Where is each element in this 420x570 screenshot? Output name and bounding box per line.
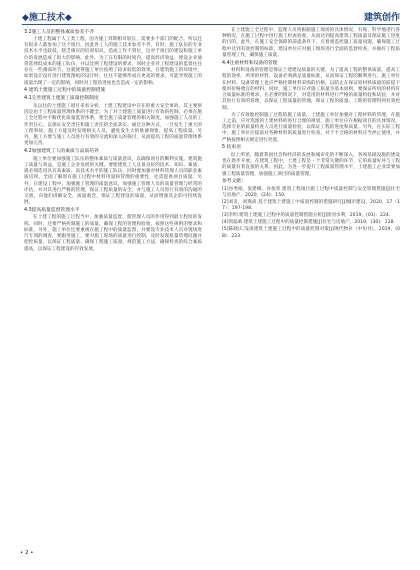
- paragraph: 综上所述，随着我国社会和经济的发展和城市化的不断深入，各项基础设施的建设也在逐步开展。在建筑工程中，土建工程是一个非常关键的环节，它的质量好坏与工程的质量有着直接的关系。因此，为进一步提升工程质量管理水平，土建施工企业需要加强工程质量管理，加强施工项目的质量管理。: [222, 152, 400, 177]
- subheading-3-2: 3.2施工人员的整体素质参差不齐: [24, 29, 94, 35]
- paragraph: 土建工程属于人工类工程，因为施工周期相对较长，需要多个部门的配合，所以还有很多人都参加了这个项目，因此各工人的施工技术参差不齐，有时，施工队伍的专业技术水平也较低，缺乏相应的培训知识，造成工作不到位，这对于项目的建设和施工单位的发展造成了很大的影响。此外，为了在有限的时间内，提高经济效益，建设企业通常选择低成本的施工队伍，并以比例工程建设的要求，同时企业对工程建设的监督往往存在一些薄弱环节，这就使得施工单位按照了较多较低的效果。在建筑施工的环境中，如果设计没有进行建筑图纸的设计时，往往不能够形成在更高的要求，可能导致施工的质量出现了一定的影响，同时对工程的进度也会造成一定的影响。: [24, 37, 202, 86]
- reference-item: [3]李明.建筑土建施工过程中的质量控制措施分析[J]黑河水利，2019，(01)：224.: [222, 213, 391, 219]
- page-header: [22, 10, 400, 25]
- header-section-label: ◆施工技术◆: [22, 13, 72, 23]
- subheading-4-4: 4.4注重材料和设备的管理: [222, 60, 278, 66]
- paragraph: 在土建工程的施工过程当中，加强质量监督，使管理人员的作用得到最大程度的发挥。同时，还要严格控制施工的质量，确保工程的管理和验收，按照这些规则的要求和标准，另外，施工单位还要重视在施工程中的质量监督，并要设专业技术人员对现场进行专项的调查，要跟进施工，要对施工现场的质量进行控制，及时发现质量管理问题并把控质量，以保证工程质量。确保工程施工质量，规范施工方法，确保检查的综合素质提高，以保证工程建设的有效发展。: [24, 215, 202, 252]
- reference-item: [5]陈晓庆.浅谈建筑土建施工过程中的质量控制对策[J]现代物业（中旬刊），2019，(08)：223.: [222, 227, 400, 239]
- references-title: 参考文献：: [222, 179, 246, 185]
- left-column: [24, 28, 202, 254]
- section-heading-5: 5 结束语: [222, 145, 241, 151]
- reference-item: [1]谷秀娟，张建峰。谷加荣.建筑工程项目施工过程中质量控制与安全管理措施[J]住宅与房地产，2020，(24)：150.: [222, 186, 400, 198]
- paragraph: 施工单位要加强施工队伍的整体素质与质量意识，以确保项目的顺利实施。建筑施工质量与效益，是施工企业发展的关键。要使建筑工人具备良好的技术、知识、素质，就必须选用具有高素质、高技术水平的施工队伍，同时要加强对材料管理人员的职业素质培训，全面了解原有施工过程中材料用量和管理的重要性，还需提供项目质量。另外，在建设工程中，加强施工管理的质量意识，加强施工管理人员的质量管理与经常的评估，并对其进行严格的管理，保证工程质量的安全，并与施工人员进行有效的沟通的交流，向他们讲解安全，质量观念，保证工程建设的质量，从而增强其企的可持续发展。: [24, 156, 202, 206]
- subheading-4-2: 4.2加强建筑工人的素质与品质培养: [24, 149, 99, 155]
- subheading-4-1: 4.1完善建筑土建施工质量控制制度: [24, 96, 99, 102]
- reference-item: [4]周磊莉.建筑土建施工过程中的质量控制措施[J]住宅与房地产，2019，(30)：128.: [222, 220, 395, 226]
- paragraph: 材料和设备的管理是保证土建建设质量的关键。为了提高工程的整体质量，提高工程的效率，所用的材料、设备必须满足质量标准，从而保证工程的顺利进行。施工单位在材料、设备管理上也应严格控制材料采购的价格，以防止在保证原材料质量的前提下使用价格便宜的材料。同时，施工单位应对施工质量为基本原则，要保证所用的材料符合质量标准的要求，在必要的情况下，对选用的材料进行严格的质量检验和试验，并对其进行有效的管理，以保证工程质量的管理，保证工程的质量、工期的管理得到有效控制。: [222, 68, 400, 111]
- paragraph: 在土建施工全过程中，监理人员将根据施工现场的具体情况，有规、科学地进行各种情况，在施工过程中进行施工检查验收，从而达到提高建筑工程质量及保证施工进度的目的。此外，在施工安全保障的前提条件下，应着重监控施工质量问题，确保施工过程中达到有效控制的标准，建设单位应对施工现场进行全面的监督检查，并做好工程质量管理工作，确保施工质量。: [222, 28, 400, 58]
- right-column: [222, 28, 400, 241]
- subheading-4-3: 4.3提高质量监督管理水平: [24, 207, 80, 213]
- paragraph: 为了有效地控制施工过程的施工质量，土建施工单位加强对工程材料的管理，在施工之前，应对选派的土建材料的进行合理的规划，施工单位应在根据项目的具体情况，选择专业的质量检查人员进行质量检验，以保证工程的进度和质量。另外，在实际工程中，施工单位应提前对各种材料的质量进行检查，对于不合格的材料应当停止使用，并严格按照相关规定进行处置。: [222, 112, 400, 143]
- section-heading-4: 4 建筑土建施工过程中的质量控制措施: [24, 88, 106, 94]
- reference-item: [2]刘炎，刘燕尚.基于建筑土建施工中质量控制的措施研究[J]城市建设，2020，17（17）：197-198.: [222, 200, 400, 212]
- page-number: • 2 •: [20, 550, 34, 556]
- journal-title: 建筑创作: [363, 13, 400, 23]
- paragraph: 从以往的土建施工项目来看分析，土建工程建设中存在的重大安全事故，其主要原因是由于工程质量管理体系的不健全。为了对土建施工质量进行有效的控制，必须在施工全过程中不断优化质量监管体系，建全施工质量管理的相关制度，加强施工人员的工作责任心，以保证安全责任和施工责任的全面落实。通过这种方式，一旦发生了重大的工程事故，施工方能及时发现相关人员，避免发生大的推诿现象。提高工程质量。另外，施工方要与施工人员进行有效的交流和深入的探讨，从而提高工程的质量管理体系更加完善。: [24, 103, 202, 147]
